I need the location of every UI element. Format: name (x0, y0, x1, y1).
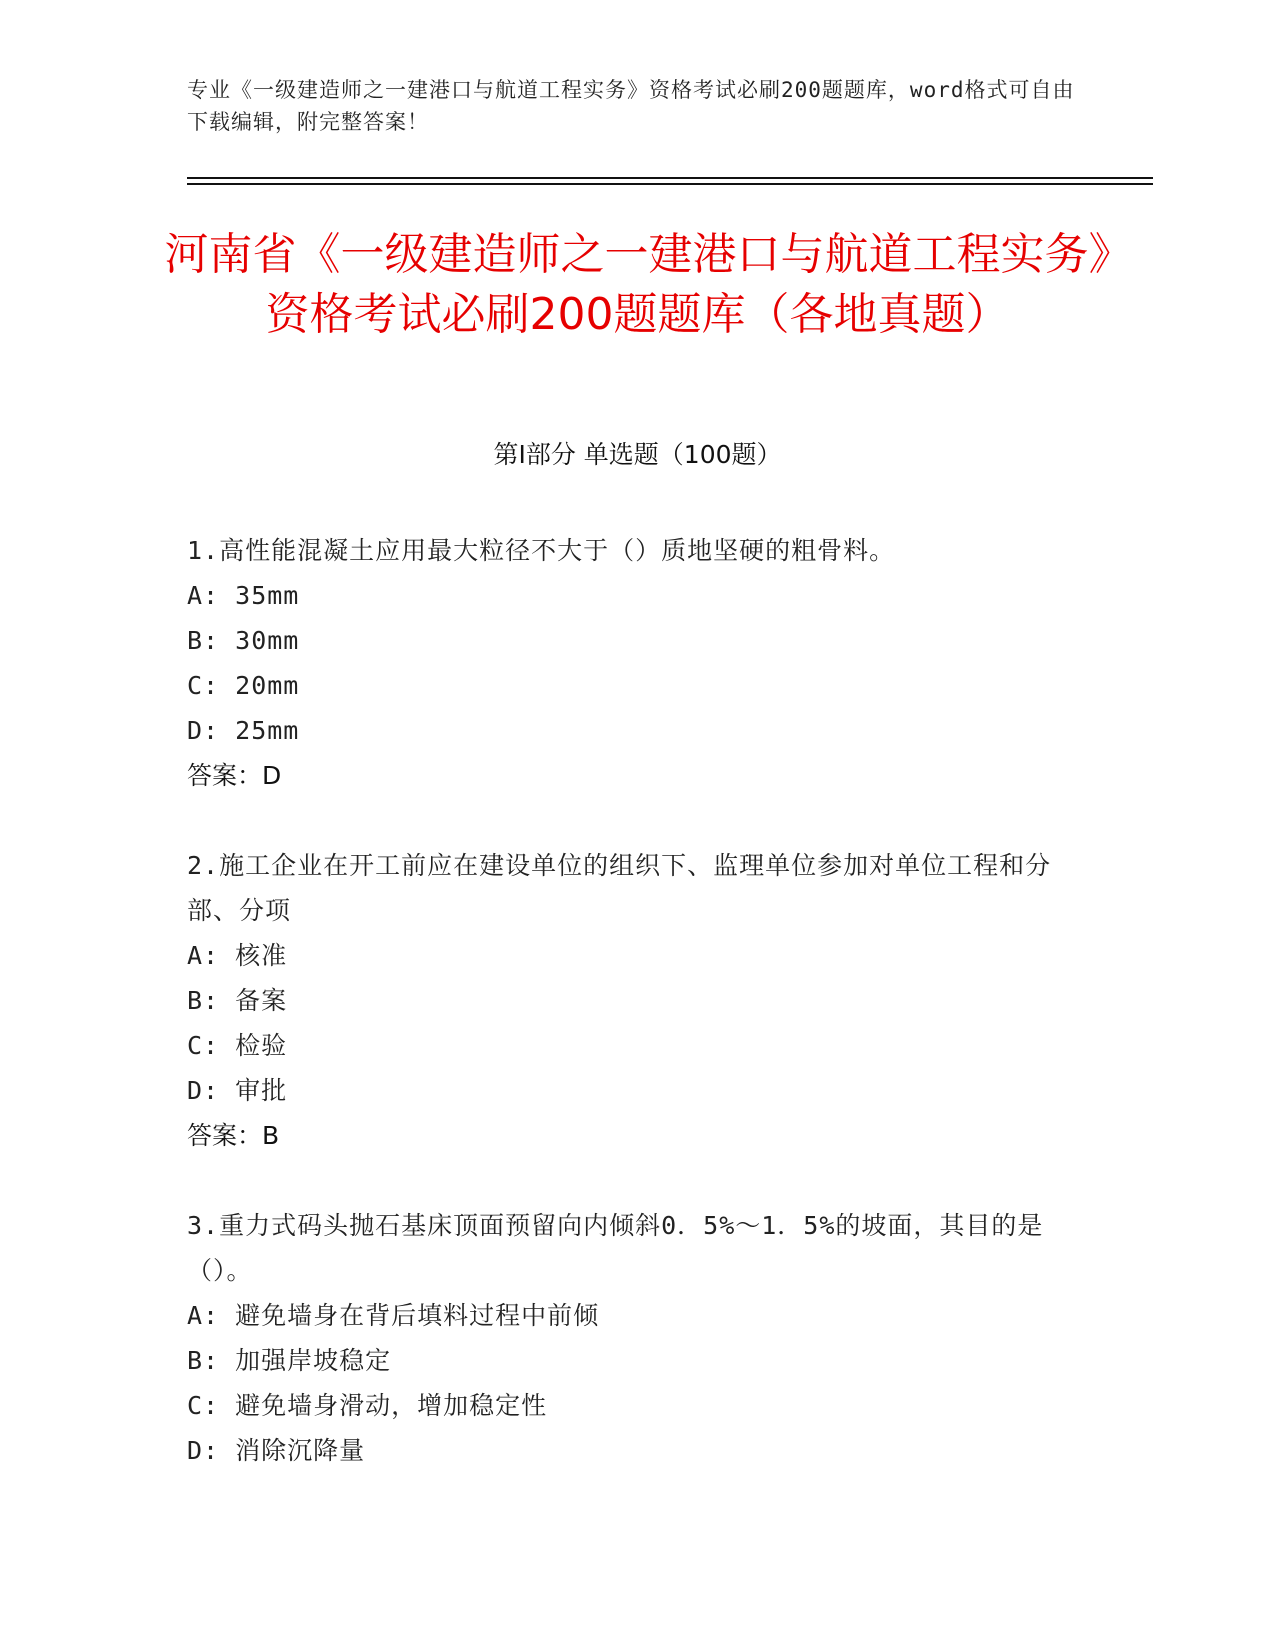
question-2 (187, 843, 1067, 1158)
option-c: C: 避免墙身滑动，增加稳定性 (187, 1391, 548, 1420)
answer-line: 答案：B (187, 1121, 280, 1150)
question-stem: 3.重力式码头抛石基床顶面预留向内倾斜0．5%～1．5%的坡面，其目的是（）。 (187, 1211, 1044, 1285)
header-note: 专业《一级建造师之一建港口与航道工程实务》资格考试必刷200题题库，word格式可自由下载编辑，附完整答案！ (187, 78, 1075, 134)
option-d: D: 25mm (187, 716, 300, 745)
document-title: 河南省《一级建造师之一建港口与航道工程实务》资格考试必刷200题题库（各地真题） (164, 229, 1111, 340)
option-c: C: 检验 (187, 1031, 288, 1060)
question-3 (187, 1203, 1067, 1473)
option-a: A: 核准 (187, 941, 288, 970)
option-d: D: 消除沉降量 (187, 1436, 366, 1465)
header-divider-bottom (187, 183, 1153, 185)
option-c: C: 20mm (187, 671, 300, 700)
option-d: D: 审批 (187, 1076, 288, 1105)
question-1 (187, 528, 1067, 798)
question-stem: 1.高性能混凝土应用最大粒径不大于（）质地坚硬的粗骨料。 (187, 536, 896, 565)
option-b: B: 加强岸坡稳定 (187, 1346, 392, 1375)
question-list (187, 528, 1067, 1518)
option-a: A: 避免墙身在背后填料过程中前倾 (187, 1301, 600, 1330)
answer-line: 答案：D (187, 761, 282, 790)
header-divider-top (187, 177, 1153, 179)
option-b: B: 备案 (187, 986, 288, 1015)
option-b: B: 30mm (187, 626, 300, 655)
section-title: 第Ⅰ部分 单选题（100题） (493, 440, 782, 469)
question-stem: 2.施工企业在开工前应在建设单位的组织下、监理单位参加对单位工程和分部、分项 (187, 851, 1052, 925)
option-a: A: 35mm (187, 581, 300, 610)
